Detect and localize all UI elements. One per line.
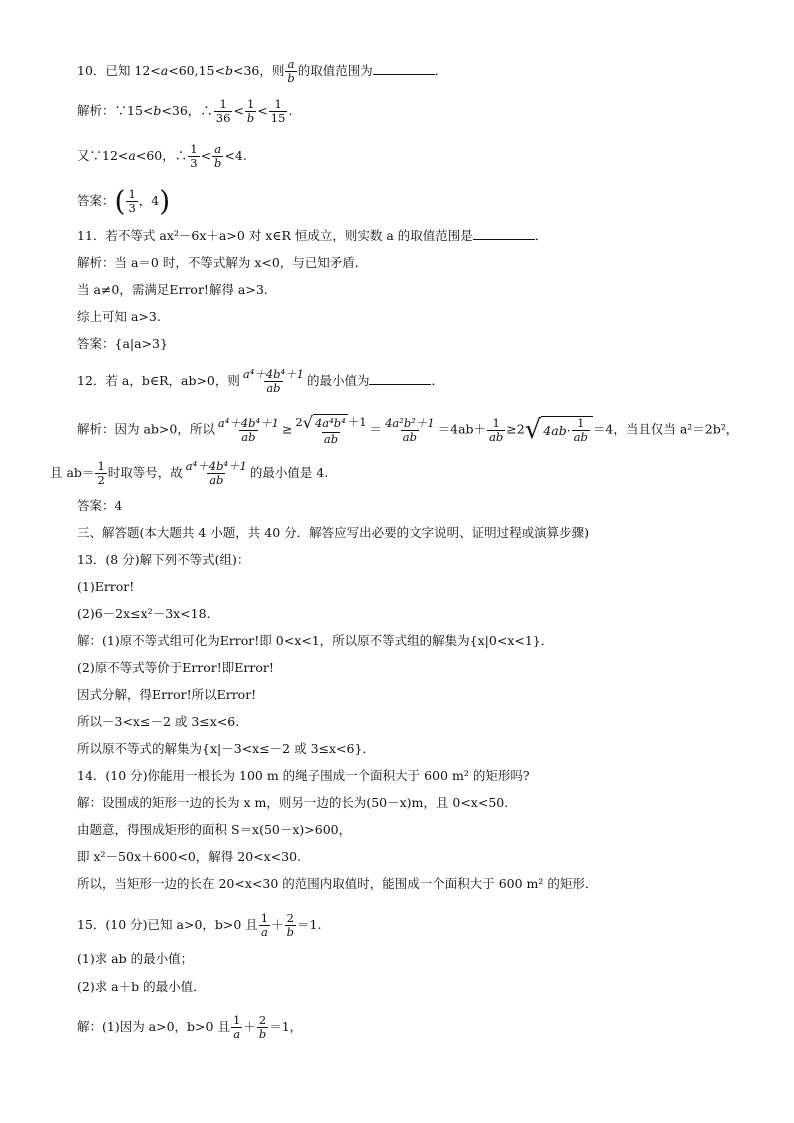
q14-solution-line-4: 所以，当矩形一边的长在 20<x<30 的范围内取值时，能围成一个面积大于 600 m² 的矩形． — [77, 876, 598, 891]
q15-solution-line-1: 解：(1)因为 a>0，b>0 且 $\frac{1}{a}$ ＋ $\frac{2}{b}$ ＝1， — [77, 1013, 303, 1041]
q13-solution-line-2: (2)原不等式等价于Error!即Error! — [77, 660, 274, 675]
q12-answer: 答案：4 — [77, 498, 123, 513]
q12-stem: 12．若 a，b∈R，ab>0，则 $\frac{\text{a⁴＋4b⁴＋1}}{ab}$ 的最小值为 ． — [77, 367, 444, 395]
q11-solution-line-1: 解析：当 a＝0 时，不等式解为 x<0，与已知矛盾． — [77, 255, 368, 270]
q11-stem: 11．若不等式 ax²－6x＋a>0 对 x∈R 恒成立，则实数 a 的取值范围是 ． — [77, 228, 548, 243]
q13-stem: 13．(8 分)解下列不等式(组)： — [77, 552, 250, 567]
q10-solution-line-1: 解析：∵15<b<36，∴ $\frac{1}{36}$ < $\frac{1}{b}$ < $\frac{1}{15}$ . — [77, 97, 293, 125]
q10-solution-line-2: 又∵12<a<60，∴ $\frac{1}{3}$ < $\frac{a}{b}$ <4. — [77, 142, 247, 170]
q15-stem: 15．(10 分)已知 a>0，b>0 且 $\frac{1}{a}$ ＋ $\frac{2}{b}$ ＝1. — [77, 911, 322, 939]
answer-blank — [473, 227, 535, 240]
q12-solution-line-1: 解析：因为 ab>0，所以 $\frac{\text{a⁴＋4b⁴＋1}}{ab}$ ≥ 2 √ 4a⁴b⁴ ＋1 ab ＝ $\frac{\text{4a²b²＋1}}{ab}$ ＝4ab＋ $\frac{1}{ab}$ ≥2 √ 4ab· $\frac{1}{ab}$ ＝4，当且仅当 a²＝2b²， — [77, 413, 739, 446]
q14-solution-line-3: 即 x²－50x＋600<0，解得 20<x<30. — [77, 849, 302, 864]
answer-blank — [369, 372, 431, 385]
q10-answer: 答案：( $\frac{1}{3}$ ，4) — [77, 184, 171, 218]
q14-stem: 14．(10 分)你能用一根长为 100 m 的绳子围成一个面积大于 600 m² 的矩形吗? — [77, 768, 530, 783]
answer-blank — [373, 62, 435, 75]
q11-answer: 答案：{a|a>3} — [77, 336, 168, 351]
q13-solution-line-4: 所以－3<x≤－2 或 3≤x<6. — [77, 714, 240, 729]
q14-solution-line-2: 由题意，得围成矩形的面积 S＝x(50－x)>600， — [77, 822, 352, 837]
q13-solution-line-3: 因式分解，得Error!所以Error! — [77, 687, 257, 702]
section-heading: 三、解答题(本大题共 4 小题，共 40 分．解答应写出必要的文字说明、证明过程或演算步骤) — [77, 525, 590, 540]
q10-stem: 10．已知 12<a<60,15<b<36，则 $\frac{a}{b}$ 的取值范围为 ． — [77, 57, 448, 85]
q15-part-1: (1)求 ab 的最小值； — [77, 951, 194, 966]
q11-solution-line-3: 综上可知 a>3. — [77, 309, 161, 324]
q13-part-1: (1)Error! — [77, 579, 135, 594]
q13-part-2: (2)6－2x≤x²－3x<18. — [77, 606, 211, 621]
q11-solution-line-2: 当 a≠0，需满足Error!解得 a>3. — [77, 282, 268, 297]
q13-solution-line-1: 解：(1)原不等式组可化为Error!即 0<x<1，所以原不等式组的解集为{x|0<x<1}． — [77, 633, 554, 648]
q14-solution-line-1: 解：设围成的矩形一边的长为 x m，则另一边的长为(50－x)m，且 0<x<50. — [77, 795, 509, 810]
q15-part-2: (2)求 a＋b 的最小值． — [77, 979, 206, 994]
q12-solution-line-2: 且 ab＝ $\frac{1}{2}$ 时取等号，故 $\frac{\text{a⁴＋4b⁴＋1}}{ab}$ 的最小值是 4. — [50, 459, 329, 487]
fraction: $\frac{a}{b}$ — [287, 57, 295, 85]
q13-solution-line-5: 所以原不等式的解集为{x|－3<x≤－2 或 3≤x<6}． — [77, 741, 375, 756]
